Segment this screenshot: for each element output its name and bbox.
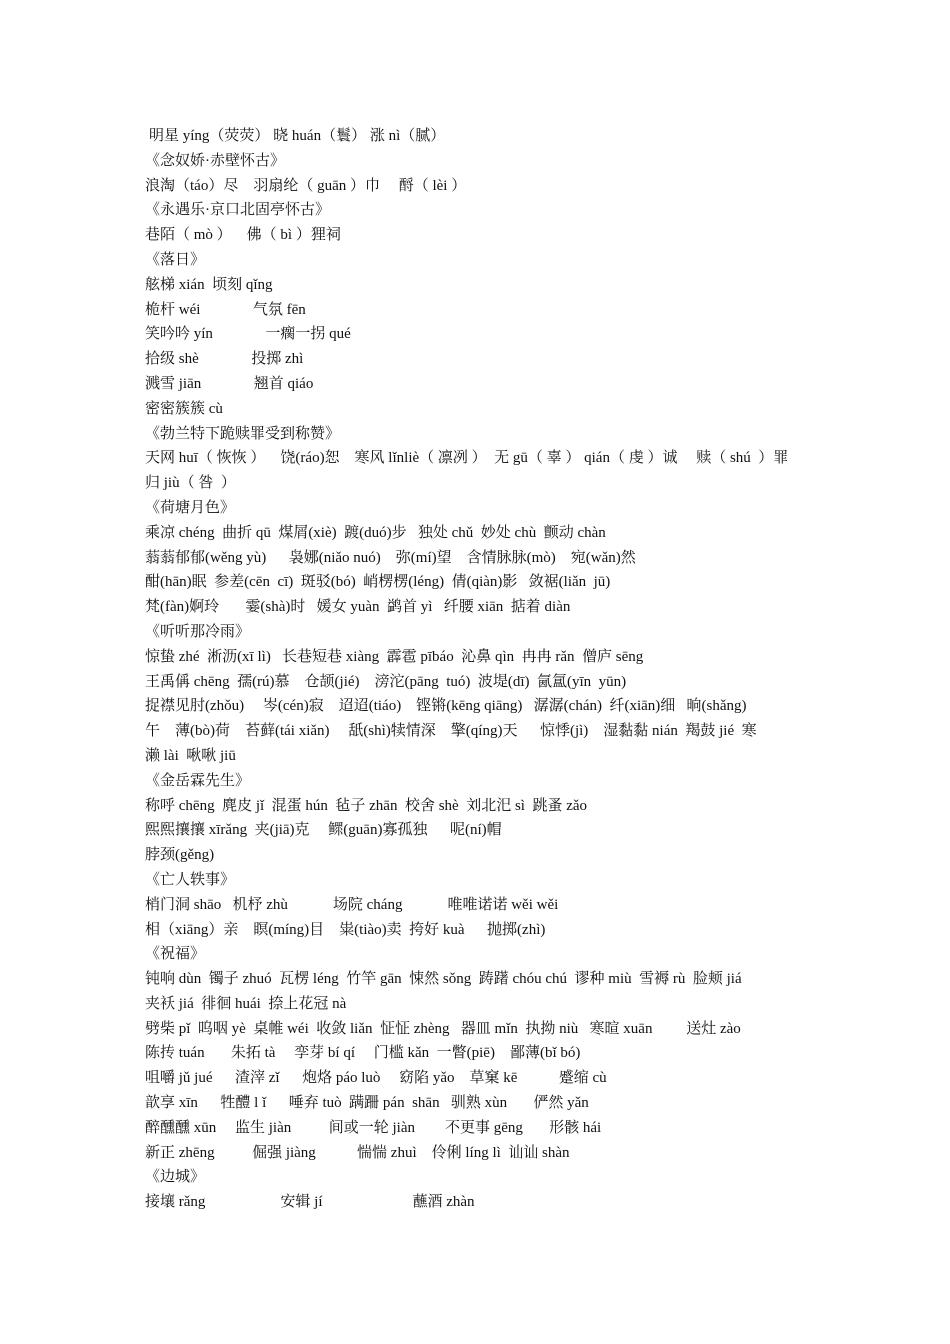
vocabulary-list [145,124,810,1215]
text-line: 捉襟见肘(zhǒu) 岑(cén)寂 迢迢(tiáo) 铿锵(kēng qiāng) 潺潺(chán) 纤(xiān)细 晌(shǎng) [145,698,747,715]
section-title: 《金岳霖先生》 [145,772,251,789]
text-line: 巷陌（ mò ） 佛（ bì ）狸祠 [145,227,341,244]
text-line: 梵(fàn)婀玲 霎(shà)时 媛女 yuàn 鹢首 yì 纤腰 xiān 掂着 diàn [145,599,571,616]
text-line: 咀嚼 jǔ jué 渣滓 zǐ 炮烙 páo luò 窈陷 yǎo 草窠 kē 蹙缩 cù [145,1070,607,1087]
text-line: 钝响 dùn 镯子 zhuó 瓦楞 léng 竹竿 gān 悚然 sǒng 踌躇 chóu chú 谬种 miù 雪褥 rù 脸颊 jiá [145,971,742,988]
section-title: 《亡人轶事》 [145,871,236,888]
section-title: 《念奴娇·赤壁怀古》 [145,152,285,169]
text-line: 浪淘（táo）尽 羽扇纶（ guān ）巾 酹（ lèi ） [145,177,467,194]
text-line: 桅杆 wéi 气氛 fēn [145,301,306,318]
text-line: 脖颈(gěng) [145,847,215,864]
text-line: 蓊蓊郁郁(wěng yù) 袅娜(niǎo nuó) 弥(mí)望 含情脉脉(mò) 宛(wǎn)然 [145,549,636,566]
text-line: 陈抟 tuán 朱拓 tà 孪芽 bí qí 门槛 kǎn 一瞥(piē) 鄙薄(bǐ bó) [145,1045,581,1062]
text-line: 歆享 xīn 牲醴 l ǐ 唾弃 tuò 蹒跚 pán shān 驯熟 xùn 俨然 yǎn [145,1095,589,1112]
section-title: 《勃兰特下跪赎罪受到称赞》 [145,425,341,442]
text-line: 接壤 rǎng 安辑 jí 蘸酒 zhàn [145,1194,475,1211]
text-line: 归 jiù（ 咎 ） [145,475,236,492]
text-line: 濑 lài 啾啾 jiū [145,747,236,764]
text-line: 天网 huī（ 恢恢 ） 饶(ráo)恕 寒风 lǐnliè（ 凛冽 ） 无 gū（ 辜 ） qián（ 虔 ）诚 赎（ shú ）罪 [145,450,789,467]
text-line: 劈柴 pǐ 呜咽 yè 桌帷 wéi 收敛 liǎn 怔怔 zhèng 器皿 mǐn 执拗 niù 寒暄 xuān 送灶 zào [145,1020,741,1037]
text-line: 乘凉 chéng 曲折 qū 煤屑(xiè) 踱(duó)步 独处 chǔ 妙处 chù 颤动 chàn [145,524,606,541]
text-line: 梢门洞 shāo 机杼 zhù 场院 cháng 唯唯诺诺 wěi wěi [145,896,559,913]
section-title: 《永遇乐·京口北固亭怀古》 [145,202,330,219]
text-line: 酣(hān)眠 参差(cēn cī) 斑驳(bó) 峭楞楞(léng) 倩(qiàn)影 敛裾(liǎn jū) [145,574,611,591]
text-line: 舷梯 xián 顷刻 qǐng [145,276,273,293]
text-line: 醉醺醺 xūn 监生 jiàn 间或一轮 jiàn 不更事 gēng 形骸 hái [145,1119,602,1136]
text-line: 惊蛰 zhé 淅沥(xī lì) 长巷短巷 xiàng 霹雹 pībáo 沁鼻 qìn 冉冉 rǎn 僧庐 sēng [145,648,644,665]
text-line: 相（xiāng）亲 瞑(míng)目 粜(tiào)卖 挎好 kuà 抛掷(zhì) [145,921,546,938]
section-title: 《听听那冷雨》 [145,623,251,640]
text-line: 密密簇簇 cù [145,400,223,417]
text-line: 溅雪 jiān 翘首 qiáo [145,375,314,392]
text-line: 夹袄 jiá 徘徊 huái 捺上花冠 nà [145,995,347,1012]
text-line: 明星 yíng（荧荧） 晓 huán（鬟） 涨 nì（腻） [149,128,446,144]
text-line: 拾级 shè 投掷 zhì [145,351,304,368]
text-line: 熙熙攘攘 xīrǎng 夹(jiā)克 鳏(guān)寡孤独 呢(ní)帽 [145,822,502,839]
section-title: 《边城》 [145,1169,206,1186]
text-line: 午 薄(bò)荷 苔藓(tái xiǎn) 舐(shì)犊情深 擎(qíng)天 惊悸(jì) 湿黏黏 nián 羯鼓 jié 寒 [145,723,757,740]
text-line: 笑吟吟 yín 一瘸一拐 qué [145,326,351,343]
text-line: 王禹偁 chēng 孺(rú)慕 仓颉(jié) 滂沱(pāng tuó) 波堤(dī) 氤氲(yīn yūn) [145,673,627,690]
section-title: 《荷塘月色》 [145,499,236,516]
section-title: 《祝福》 [145,946,206,963]
text-line: 称呼 chēng 麂皮 jǐ 混蛋 hún 毡子 zhān 校舍 shè 刘北汜 sì 跳蚤 zǎo [145,797,588,814]
section-title: 《落日》 [145,251,206,268]
text-line: 新正 zhēng 倔强 jiàng 惴惴 zhuì 伶俐 líng lì 讪讪 shàn [145,1144,570,1161]
